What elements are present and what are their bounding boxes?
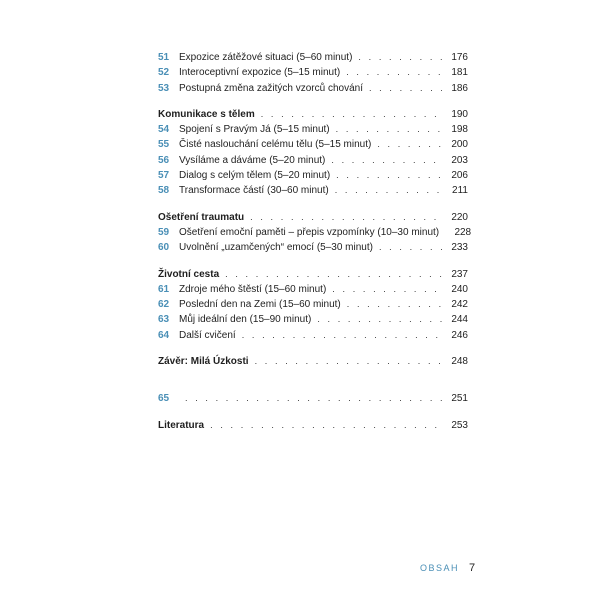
entry-number: 51 [158, 52, 170, 63]
toc-entry[interactable] [158, 312, 468, 327]
spacer [158, 407, 468, 418]
entry-number: 58 [158, 185, 170, 197]
dot-leader [250, 210, 442, 225]
entry-number: 56 [158, 154, 170, 166]
entry-title: Spojení s Pravým Já (5–15 minut) [179, 124, 330, 136]
page-footer [420, 562, 475, 574]
section-title: Ošetření traumatu [158, 211, 245, 223]
toc-section-zivotni[interactable] [158, 267, 468, 282]
entry-page: 198 [451, 124, 468, 136]
toc-section-osetreni[interactable] [158, 210, 468, 225]
entry-title: Postupná změna zažitých vzorců chování [179, 82, 363, 94]
entry-page: 203 [451, 154, 468, 166]
dot-leader [210, 418, 442, 433]
dot-leader [335, 183, 442, 198]
dot-leader [331, 153, 442, 168]
spacer [158, 256, 468, 267]
dot-leader [261, 107, 442, 122]
entry-title: Expozice zátěžové situaci (5–60 minut) [179, 52, 353, 63]
toc-entry[interactable] [158, 240, 468, 255]
toc-entry[interactable] [158, 137, 468, 152]
entry-page: 233 [451, 242, 468, 254]
entry-number: 63 [158, 314, 170, 326]
entry-title: Další cvičení [179, 329, 236, 341]
entry-page: 240 [451, 283, 468, 295]
toc-entry[interactable] [158, 65, 468, 80]
dot-leader [336, 122, 442, 137]
entry-number: 59 [158, 226, 170, 238]
entry-number: 60 [158, 242, 170, 254]
spacer [158, 369, 468, 380]
toc-entry[interactable] [158, 225, 472, 240]
toc-entry[interactable] [158, 328, 468, 343]
dot-leader [377, 137, 442, 152]
entry-page: 244 [451, 314, 468, 326]
entry-number: 54 [158, 124, 170, 136]
section-title: Životní cesta [158, 268, 220, 280]
toc-section-komunikace[interactable] [158, 107, 468, 122]
entry-title: Transformace částí (30–60 minut) [179, 185, 329, 197]
section-title: Literatura [158, 419, 205, 431]
entry-number: 65 [158, 393, 170, 405]
toc-entry[interactable] [158, 81, 468, 96]
toc-entry[interactable] [158, 50, 468, 65]
toc-entry[interactable] [158, 297, 468, 312]
entry-page: 211 [452, 185, 468, 197]
entry-page: 176 [451, 52, 468, 63]
page-number: 7 [469, 562, 476, 574]
dot-leader [379, 240, 442, 255]
toc-section-literatura[interactable] [158, 418, 468, 433]
entry-title: Zdroje mého štěstí (15–60 minut) [179, 283, 327, 295]
dot-leader [369, 81, 442, 96]
entry-page: 251 [451, 393, 468, 405]
entry-title: Uvolnění „uzamčených“ emocí (5–30 minut) [179, 242, 373, 254]
dot-leader [347, 297, 442, 312]
spacer [158, 199, 468, 210]
section-title: Závěr: Milá Úzkosti [158, 356, 249, 368]
entry-number: 62 [158, 299, 170, 311]
entry-number: 55 [158, 139, 170, 151]
toc-entry[interactable] [158, 122, 468, 137]
spacer [158, 380, 468, 391]
dot-leader [242, 328, 442, 343]
toc-section-zaver[interactable] [158, 354, 468, 369]
entry-number: 52 [158, 67, 170, 79]
section-page: 237 [451, 268, 468, 280]
entry-page: 246 [451, 329, 468, 341]
dot-leader [317, 312, 442, 327]
entry-title: Čisté naslouchání celému tělu (5–15 minut) [179, 139, 372, 151]
entry-title: Poslední den na Zemi (15–60 minut) [179, 299, 341, 311]
entry-number: 57 [158, 170, 170, 182]
toc-entry[interactable] [158, 153, 468, 168]
dot-leader [346, 65, 442, 80]
section-page: 190 [451, 108, 468, 120]
entry-title: Interoceptivní expozice (5–15 minut) [179, 67, 341, 79]
toc-entry[interactable] [158, 168, 468, 183]
dot-leader [358, 50, 442, 65]
entry-page: 242 [451, 299, 468, 311]
entry-page: 206 [451, 170, 468, 182]
entry-number: 53 [158, 82, 170, 94]
entry-page: 186 [451, 82, 468, 94]
entry-title: Vysíláme a dáváme (5–20 minut) [179, 154, 326, 166]
section-page: 253 [451, 419, 468, 431]
entry-title: Můj ideální den (15–90 minut) [179, 314, 312, 326]
running-header-label: OBSAH [420, 563, 460, 573]
dot-leader [336, 168, 442, 183]
entry-page: 200 [451, 139, 468, 151]
section-title: Komunikace s tělem [158, 108, 255, 120]
section-page: 220 [451, 211, 468, 223]
toc-entry[interactable] [158, 282, 468, 297]
entry-number: 64 [158, 329, 170, 341]
spacer [158, 96, 468, 107]
dot-leader [332, 282, 442, 297]
toc-entry-65[interactable] [158, 391, 468, 406]
entry-page: 228 [454, 226, 472, 238]
toc-entry[interactable] [158, 183, 468, 198]
dot-leader [225, 267, 442, 282]
entry-page: 181 [451, 67, 468, 79]
entry-title: Dialog s celým tělem (5–20 minut) [179, 170, 331, 182]
spacer [158, 343, 468, 354]
table-of-contents [158, 50, 472, 433]
entry-title: Ošetření emoční paměti – přepis vzpomínky (10–30 minut) [179, 226, 440, 238]
section-page: 248 [451, 356, 468, 368]
entry-number: 61 [158, 283, 170, 295]
dot-leader [185, 391, 442, 406]
dot-leader [255, 354, 442, 369]
